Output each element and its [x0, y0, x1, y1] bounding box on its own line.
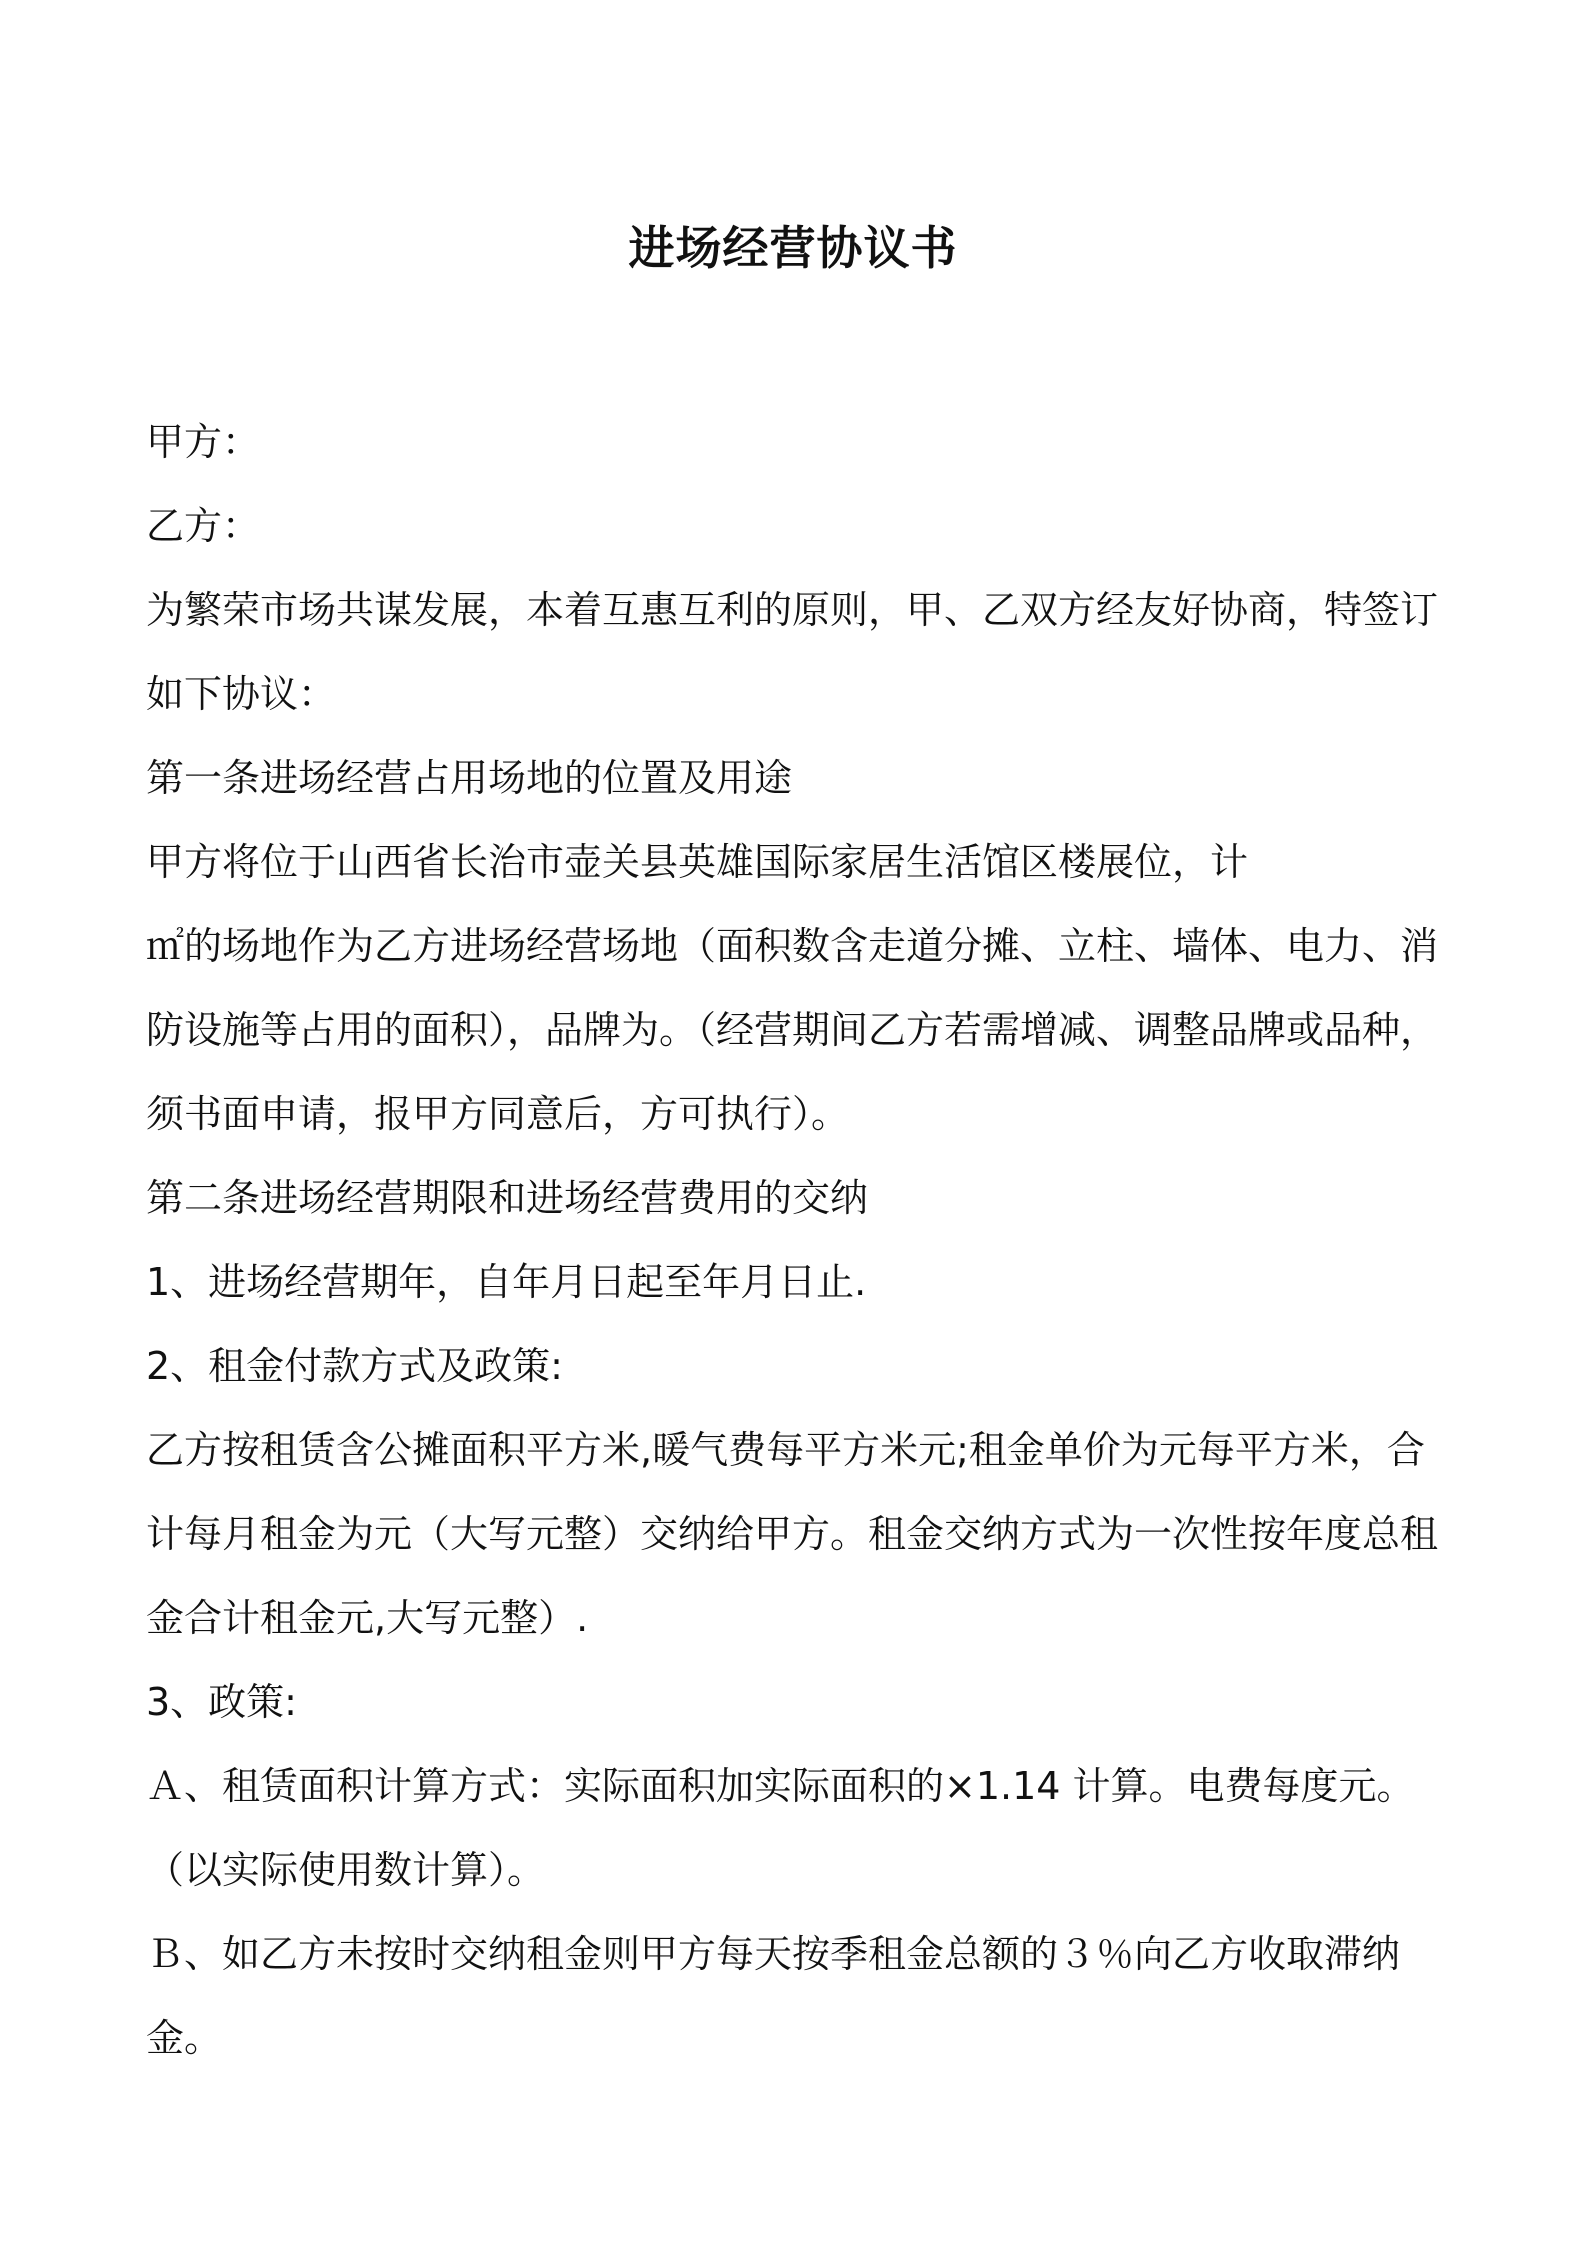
- article-1-location-line: 甲方将位于山西省长治市壶关县英雄国际家居生活馆区楼展位，计: [146, 840, 1249, 884]
- party-a-line: 甲方：: [146, 420, 261, 464]
- rent-payment-paragraph: 乙方按租赁含公摊面积平方米,暖气费每平方米元;租金单价为元每平方米，合计每月租金为元（大写元整）交纳给甲方。租金交纳方式为一次性按年度总租金合计租金元,大写元整）.: [146, 1428, 1439, 1640]
- document-body: [146, 400, 1458, 2080]
- article-2-item-3: 3、政策:: [146, 1680, 297, 1724]
- preamble-paragraph: 为繁荣市场共谋发展，本着互惠互利的原则，甲、乙双方经友好协商，特签订如下协议：: [146, 588, 1439, 716]
- article-2-heading: 第二条进场经营期限和进场经营费用的交纳: [146, 1176, 869, 1220]
- article-2-item-2: 2、租金付款方式及政策:: [146, 1344, 563, 1388]
- article-1-area-paragraph: ㎡的场地作为乙方进场经营场地（面积数含走道分摊、立柱、墙体、电力、消防设施等占用的面积），品牌为。（经营期间乙方若需增减、调整品牌或品种，须书面申请，报甲方同意后，方可执行）。: [146, 924, 1439, 1136]
- article-1-heading: 第一条进场经营占用场地的位置及用途: [146, 756, 793, 800]
- document-title: 进场经营协议书: [628, 221, 958, 275]
- policy-b-paragraph: Ｂ、如乙方未按时交纳租金则甲方每天按季租金总额的３％向乙方收取滞纳金。: [146, 1932, 1401, 2060]
- party-b-line: 乙方：: [146, 504, 261, 548]
- article-2-item-1: 1、进场经营期年，自年月日起至年月日止.: [146, 1260, 867, 1304]
- policy-a-paragraph: Ａ、租赁面积计算方式：实际面积加实际面积的×1.14 计算。电费每度元。（以实际使用数计算）。: [146, 1764, 1415, 1892]
